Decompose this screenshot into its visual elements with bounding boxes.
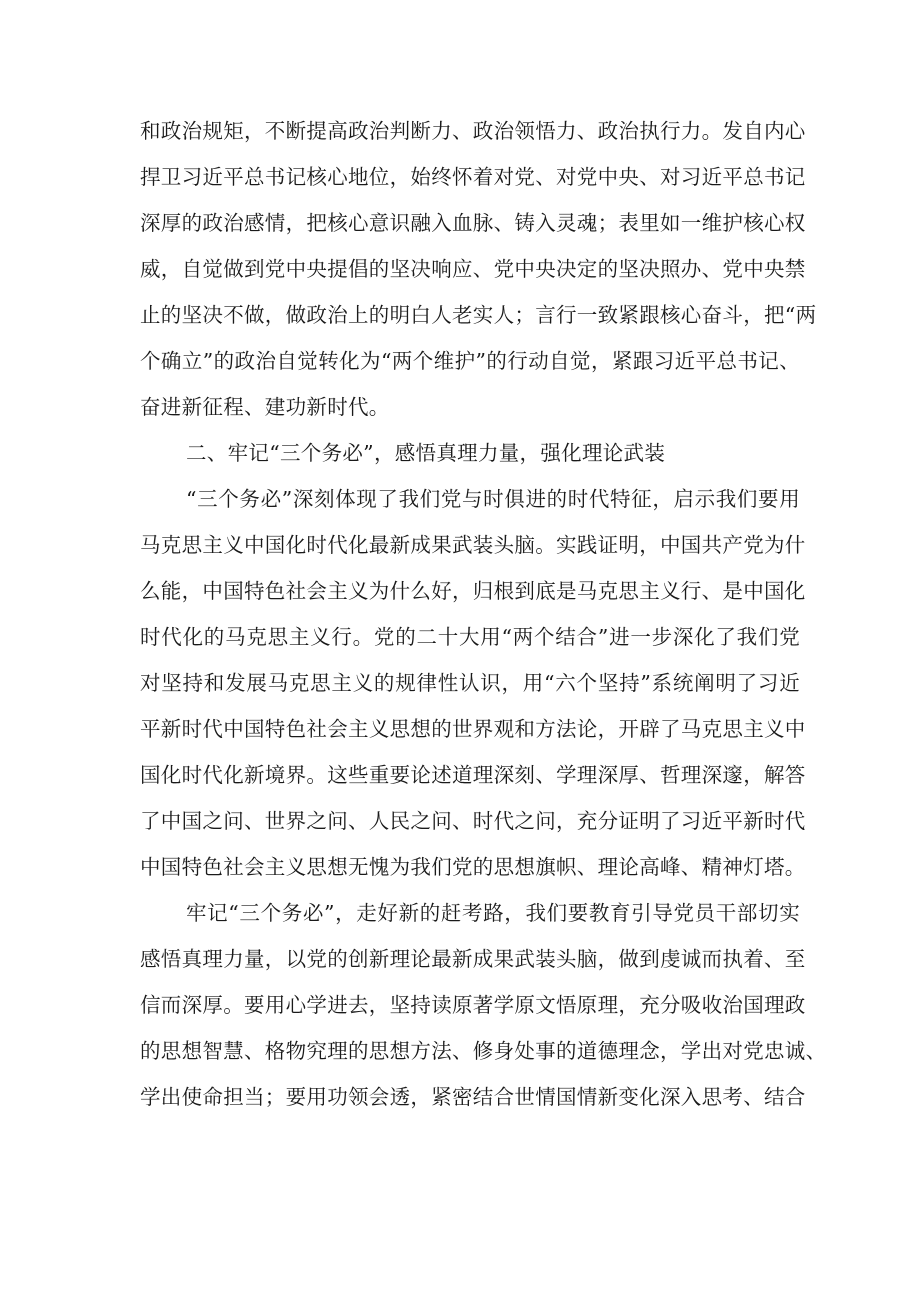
text-line: 对坚持和发展马克思主义的规律性认识，用“六个坚持”系统阐明了习近 [140,671,800,695]
text-line: 奋进新征程、建功新时代。 [140,395,390,419]
text-line: 国化时代化新境界。这些重要论述道理深刻、学理深厚、哲理深邃，解答 [140,763,806,787]
paragraph-first-line: “三个务必”深刻体现了我们党与时俱进的时代特征，启示我们要用 [186,487,800,511]
text-line: 中国特色社会主义思想无愧为我们党的思想旗帜、理论高峰、精神灯塔。 [140,855,806,879]
text-line: 深厚的政治感情，把核心意识融入血脉、铸入灵魂；表里如一维护核心权 [140,211,806,235]
text-line: 马克思主义中国化时代化最新成果武装头脑。实践证明，中国共产党为什 [140,533,806,557]
text-line: 时代化的马克思主义行。党的二十大用“两个结合”进一步深化了我们党 [140,625,800,649]
text-line: 么能，中国特色社会主义为什么好，归根到底是马克思主义行、是中国化 [140,579,806,603]
text-line: 平新时代中国特色社会主义思想的世界观和方法论，开辟了马克思主义中 [140,717,806,741]
text-line: 个确立”的政治自觉转化为“两个维护”的行动自觉，紧跟习近平总书记、 [140,349,800,373]
text-line: 威，自觉做到党中央提倡的坚决响应、党中央决定的坚决照办、党中央禁 [140,257,806,281]
text-line: 学出使命担当；要用功领会透，紧密结合世情国情新变化深入思考、结合 [140,1085,806,1109]
text-line: 和政治规矩，不断提高政治判断力、政治领悟力、政治执行力。发自内心 [140,119,806,143]
text-line: 信而深厚。要用心学进去，坚持读原著学原文悟原理，充分吸收治国理政 [140,993,806,1017]
text-line: 捍卫习近平总书记核心地位，始终怀着对党、对党中央、对习近平总书记 [140,165,806,189]
text-line: 感悟真理力量，以党的创新理论最新成果武装头脑，做到虔诚而执着、至 [140,947,806,971]
paragraph-first-line: 牢记“三个务必”，走好新的赶考路，我们要教育引导党员干部切实 [186,901,800,925]
text-line: 的思想智慧、格物究理的思想方法、修身处事的道德理念，学出对党忠诚、 [140,1039,827,1063]
text-line: 了中国之问、世界之问、人民之问、时代之问，充分证明了习近平新时代 [140,809,806,833]
section-heading: 二、牢记“三个务必”，感悟真理力量，强化理论武装 [186,441,666,465]
text-line: 止的坚决不做，做政治上的明白人老实人；言行一致紧跟核心奋斗，把“两 [140,303,817,327]
